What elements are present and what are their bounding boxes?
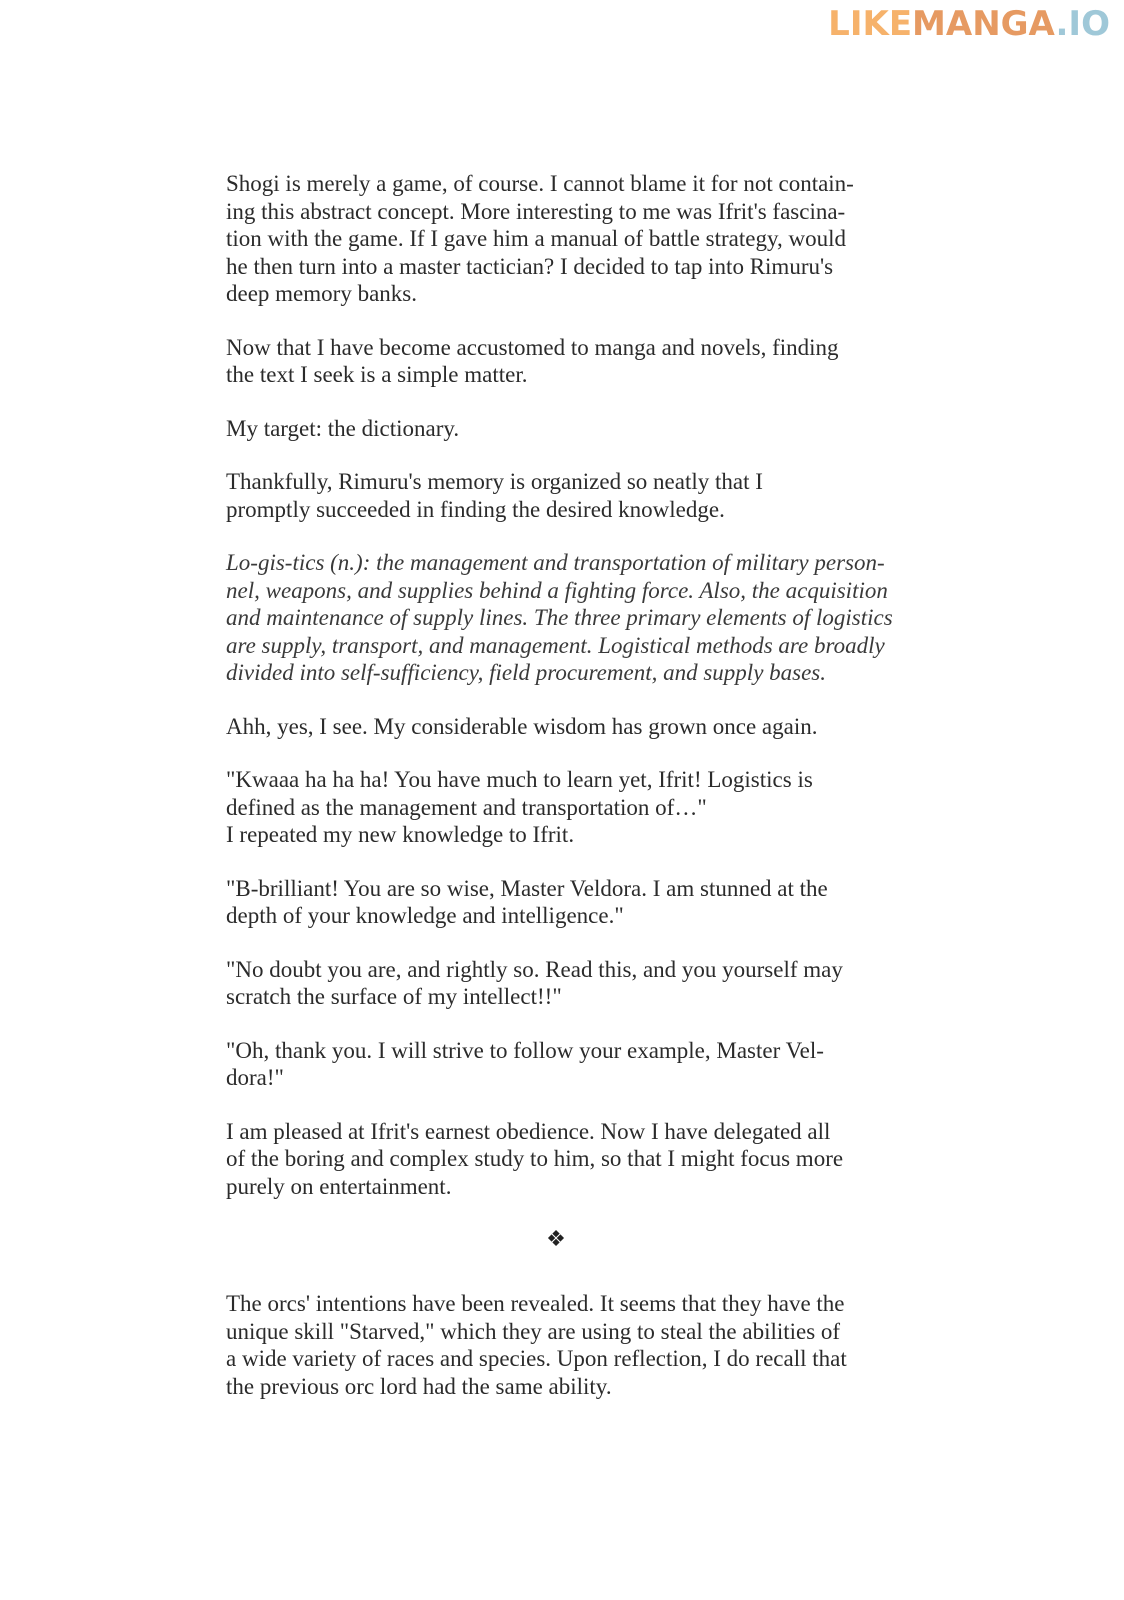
text-line: "Kwaaa ha ha ha! You have much to learn yet, Ifrit! Logistics is <box>226 767 813 792</box>
site-watermark <box>828 4 1110 44</box>
text-section-top <box>226 170 893 1200</box>
text-line: Lo-gis-tics (n.): the management and transportation of military person- <box>226 550 885 575</box>
text-line: unique skill "Starved," which they are using to steal the abilities of <box>226 1318 841 1344</box>
text-line: tion with the game. If I gave him a manual of battle strategy, would <box>226 226 846 251</box>
text-line: and maintenance of supply lines. The three primary elements of logistics <box>226 605 893 630</box>
text-line: scratch the surface of my intellect!!" <box>226 984 562 1009</box>
definition-paragraph <box>226 549 893 687</box>
text-line: "No doubt you are, and rightly so. Read this, and you yourself may <box>226 956 843 982</box>
text-line: defined as the management and transportation of…" <box>226 794 707 820</box>
text-line: dora!" <box>226 1065 284 1090</box>
page-body <box>226 170 893 1426</box>
paragraph <box>226 713 886 741</box>
text-line: Shogi is merely a game, of course. I cannot blame it for not contain- <box>226 171 854 196</box>
text-line: depth of your knowledge and intelligence." <box>226 903 624 928</box>
paragraph <box>226 956 886 1011</box>
text-line: he then turn into a master tactician? I decided to tap into Rimuru's <box>226 253 834 279</box>
text-line: "Oh, thank you. I will strive to follow your example, Master Vel- <box>226 1037 824 1063</box>
paragraph <box>226 1037 886 1092</box>
text-line: promptly succeeded in finding the desired knowledge. <box>226 496 725 522</box>
text-line: the text I seek is a simple matter. <box>226 362 528 387</box>
text-line: a wide variety of races and species. Upon reflection, I do recall that <box>226 1346 847 1371</box>
text-line: purely on entertainment. <box>226 1173 452 1199</box>
watermark-part-like: LIKE <box>828 4 913 44</box>
watermark-part-tld: .IO <box>1055 4 1110 44</box>
paragraph <box>226 170 886 308</box>
text-line: Thankfully, Rimuru's memory is organized so neatly that I <box>226 469 763 494</box>
text-line: deep memory banks. <box>226 281 417 306</box>
text-line: ing this abstract concept. More interesting to me was Ifrit's fascina- <box>226 198 846 224</box>
paragraph <box>226 875 886 930</box>
text-line: Ahh, yes, I see. My considerable wisdom has grown once again. <box>226 713 818 739</box>
paragraph <box>226 415 886 443</box>
text-line: "B-brilliant! You are so wise, Master Veldora. I am stunned at the <box>226 875 828 901</box>
text-line: nel, weapons, and supplies behind a fighting force. Also, the acquisition <box>226 577 888 603</box>
paragraph <box>226 468 886 523</box>
watermark-part-manga: MANGA <box>912 4 1056 44</box>
paragraph <box>226 1118 886 1201</box>
text-line: The orcs' intentions have been revealed. It seems that they have the <box>226 1291 845 1316</box>
text-line: Now that I have become accustomed to manga and novels, finding <box>226 334 839 360</box>
text-line: I am pleased at Ifrit's earnest obedience. Now I have delegated all <box>226 1118 831 1144</box>
paragraph <box>226 334 886 389</box>
paragraph <box>226 766 886 849</box>
text-line: are supply, transport, and management. Logistical methods are broadly <box>226 632 885 658</box>
text-section-bottom <box>226 1290 886 1400</box>
text-line: the previous orc lord had the same ability. <box>226 1373 612 1399</box>
text-line: My target: the dictionary. <box>226 415 460 441</box>
text-line: of the boring and complex study to him, so that I might focus more <box>226 1146 844 1171</box>
text-line: divided into self-sufficiency, field procurement, and supply bases. <box>226 660 827 685</box>
paragraph <box>226 1290 886 1400</box>
section-divider-icon: ❖ <box>546 1227 566 1252</box>
text-line: I repeated my new knowledge to Ifrit. <box>226 822 575 847</box>
